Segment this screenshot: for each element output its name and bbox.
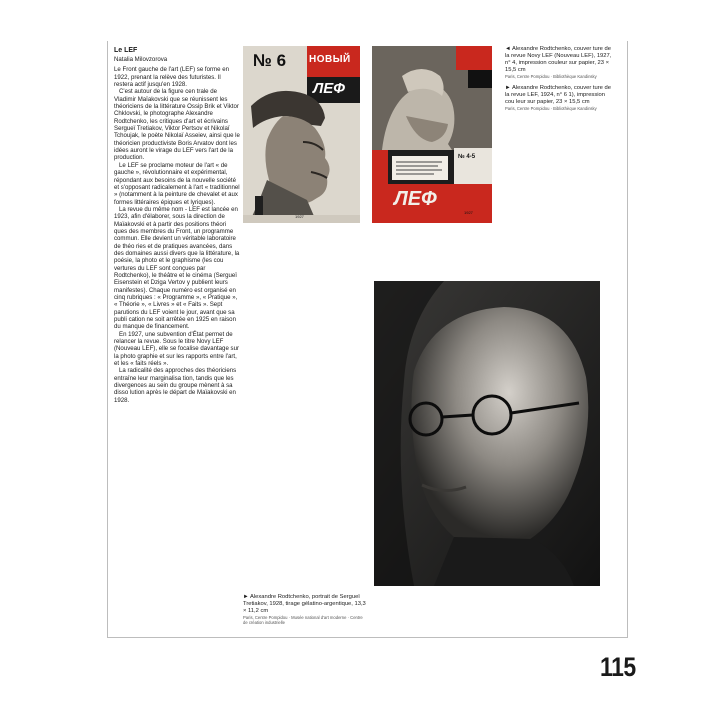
tretiakov-portrait-photo — [374, 281, 600, 586]
caption-portrait: ► Alexandre Rodtchenko, portrait de Sergueï Tretiakov, 1928, tirage gélatino-argentique, 13,3 × 11,2 cm — [243, 594, 366, 614]
article-author: Natalia Milovzorova — [114, 56, 168, 63]
article-paragraph: En 1927, une subvention d'État permet de relancer la revue. Sous le titre Novy LEF (Nouveau LEF), elle se focalise davantage sur la photo graphie et sur les rapports entre l'art, et les « faits réels ». — [114, 330, 239, 368]
caption-cover-1-source: Paris, Centre Pompidou · Bibliothèque Kandinsky — [505, 74, 597, 79]
cover1-footer: 1927 — [295, 214, 304, 219]
cover1-artwork — [243, 46, 360, 223]
page-number: 115 — [600, 652, 636, 682]
article-paragraph: La revue du même nom - LEF est lancée en 1923, afin d'élaborer, sous la direction de Maïakovski et à partir des positions théori ques des membres du Front, un programme commun. Elle devient un véritable laboratoire de théo ries et de pratiques avancées, dans des domaines aussi divers que la littérature, la poésie, la photo et le graphisme (les cou vertures du LEF sont conçues par Rodtchenko), le théâtre et le cinéma (Sergueï Eisenstein et Dziga Vertov y publient leurs manifestes). Chaque numéro est organisé en cinq rubriques : « Programme », « Pratique », « Théorie », « Livres » et « Faits ». Sept parutions du LEF voient le jour, avant que sa publi cation ne soit arrêtée en 1925 en raison du manque de financement. — [114, 205, 240, 331]
cover-captions — [505, 46, 615, 117]
article-paragraph: C'est autour de la figure cen trale de Vladimir Maïakovski que se réunissent les théoriciens de la littérature Ossip Brik et Viktor Chklovski, le photographe Alexandre Rodtchenko, les critiques d'art et écrivains Sergueï Tretiakov, Viktor Pertsov et Nikolaï Tchoujak, le poète Nikolaï Asseiev, ainsi que le théoricien productiviste Boris Arvatov dont les idées auront le virage du LEF vers l'art de la production. — [114, 88, 240, 162]
cover2-footer: 1927 — [464, 210, 473, 215]
caption-cover-2: ► Alexandre Rodtchenko, couver ture de la revue LEF, 1924, n° 6 1), impression cou leur sur papier, 23 × 15,5 cm — [505, 85, 611, 105]
cover2-logo: ЛЕФ — [394, 188, 437, 210]
caption-cover-2-source: Paris, Centre Pompidou · Bibliothèque Kandinsky — [505, 106, 597, 111]
lef-cover-lenin-photo — [372, 46, 492, 223]
article-paragraph: Le LEF se proclame moteur de l'art « de gauche », révolutionnaire et expérimental, répondant aux besoins de la nouvelle société et s'opposant radicalement à l'art « traditionnel » (notamment à la peinture de chevalet et aux formes littéraires épiques et lyriques). — [114, 161, 240, 206]
caption-cover-1: ◄ Alexandre Rodtchenko, couver ture de la revue Novy LEF (Nouveau LEF), 1927, n° 4, impression couleur sur papier, 23 × 15,5 cm — [505, 46, 612, 73]
article-paragraph: La radicalité des approches des théoriciens entraîne leur marginalisa tion, tandis que les divergences au sein du groupe mènent à sa disso lution après le départ de Maïakovski en 1928. — [114, 367, 237, 404]
portrait-artwork — [374, 281, 600, 586]
cover1-logo: ЛЕФ — [313, 80, 346, 97]
caption-portrait-source: Paris, Centre Pompidou · Musée national d'art moderne · Centre de création industrielle — [243, 615, 363, 625]
cover1-header: НОВЫЙ — [309, 54, 351, 65]
cover2-number: № 4-5 — [458, 154, 476, 160]
lef-cover-6-photo — [243, 46, 360, 223]
cover1-number: № 6 — [253, 51, 287, 70]
article-paragraph: Le Front gauche de l'art (LEF) se forme en 1922, prenant la relève des futuristes. Il restera actif jusqu'en 1928. — [114, 66, 229, 89]
article-column — [114, 47, 240, 404]
portrait-caption — [243, 594, 368, 625]
article-title: Le LEF — [114, 47, 138, 54]
